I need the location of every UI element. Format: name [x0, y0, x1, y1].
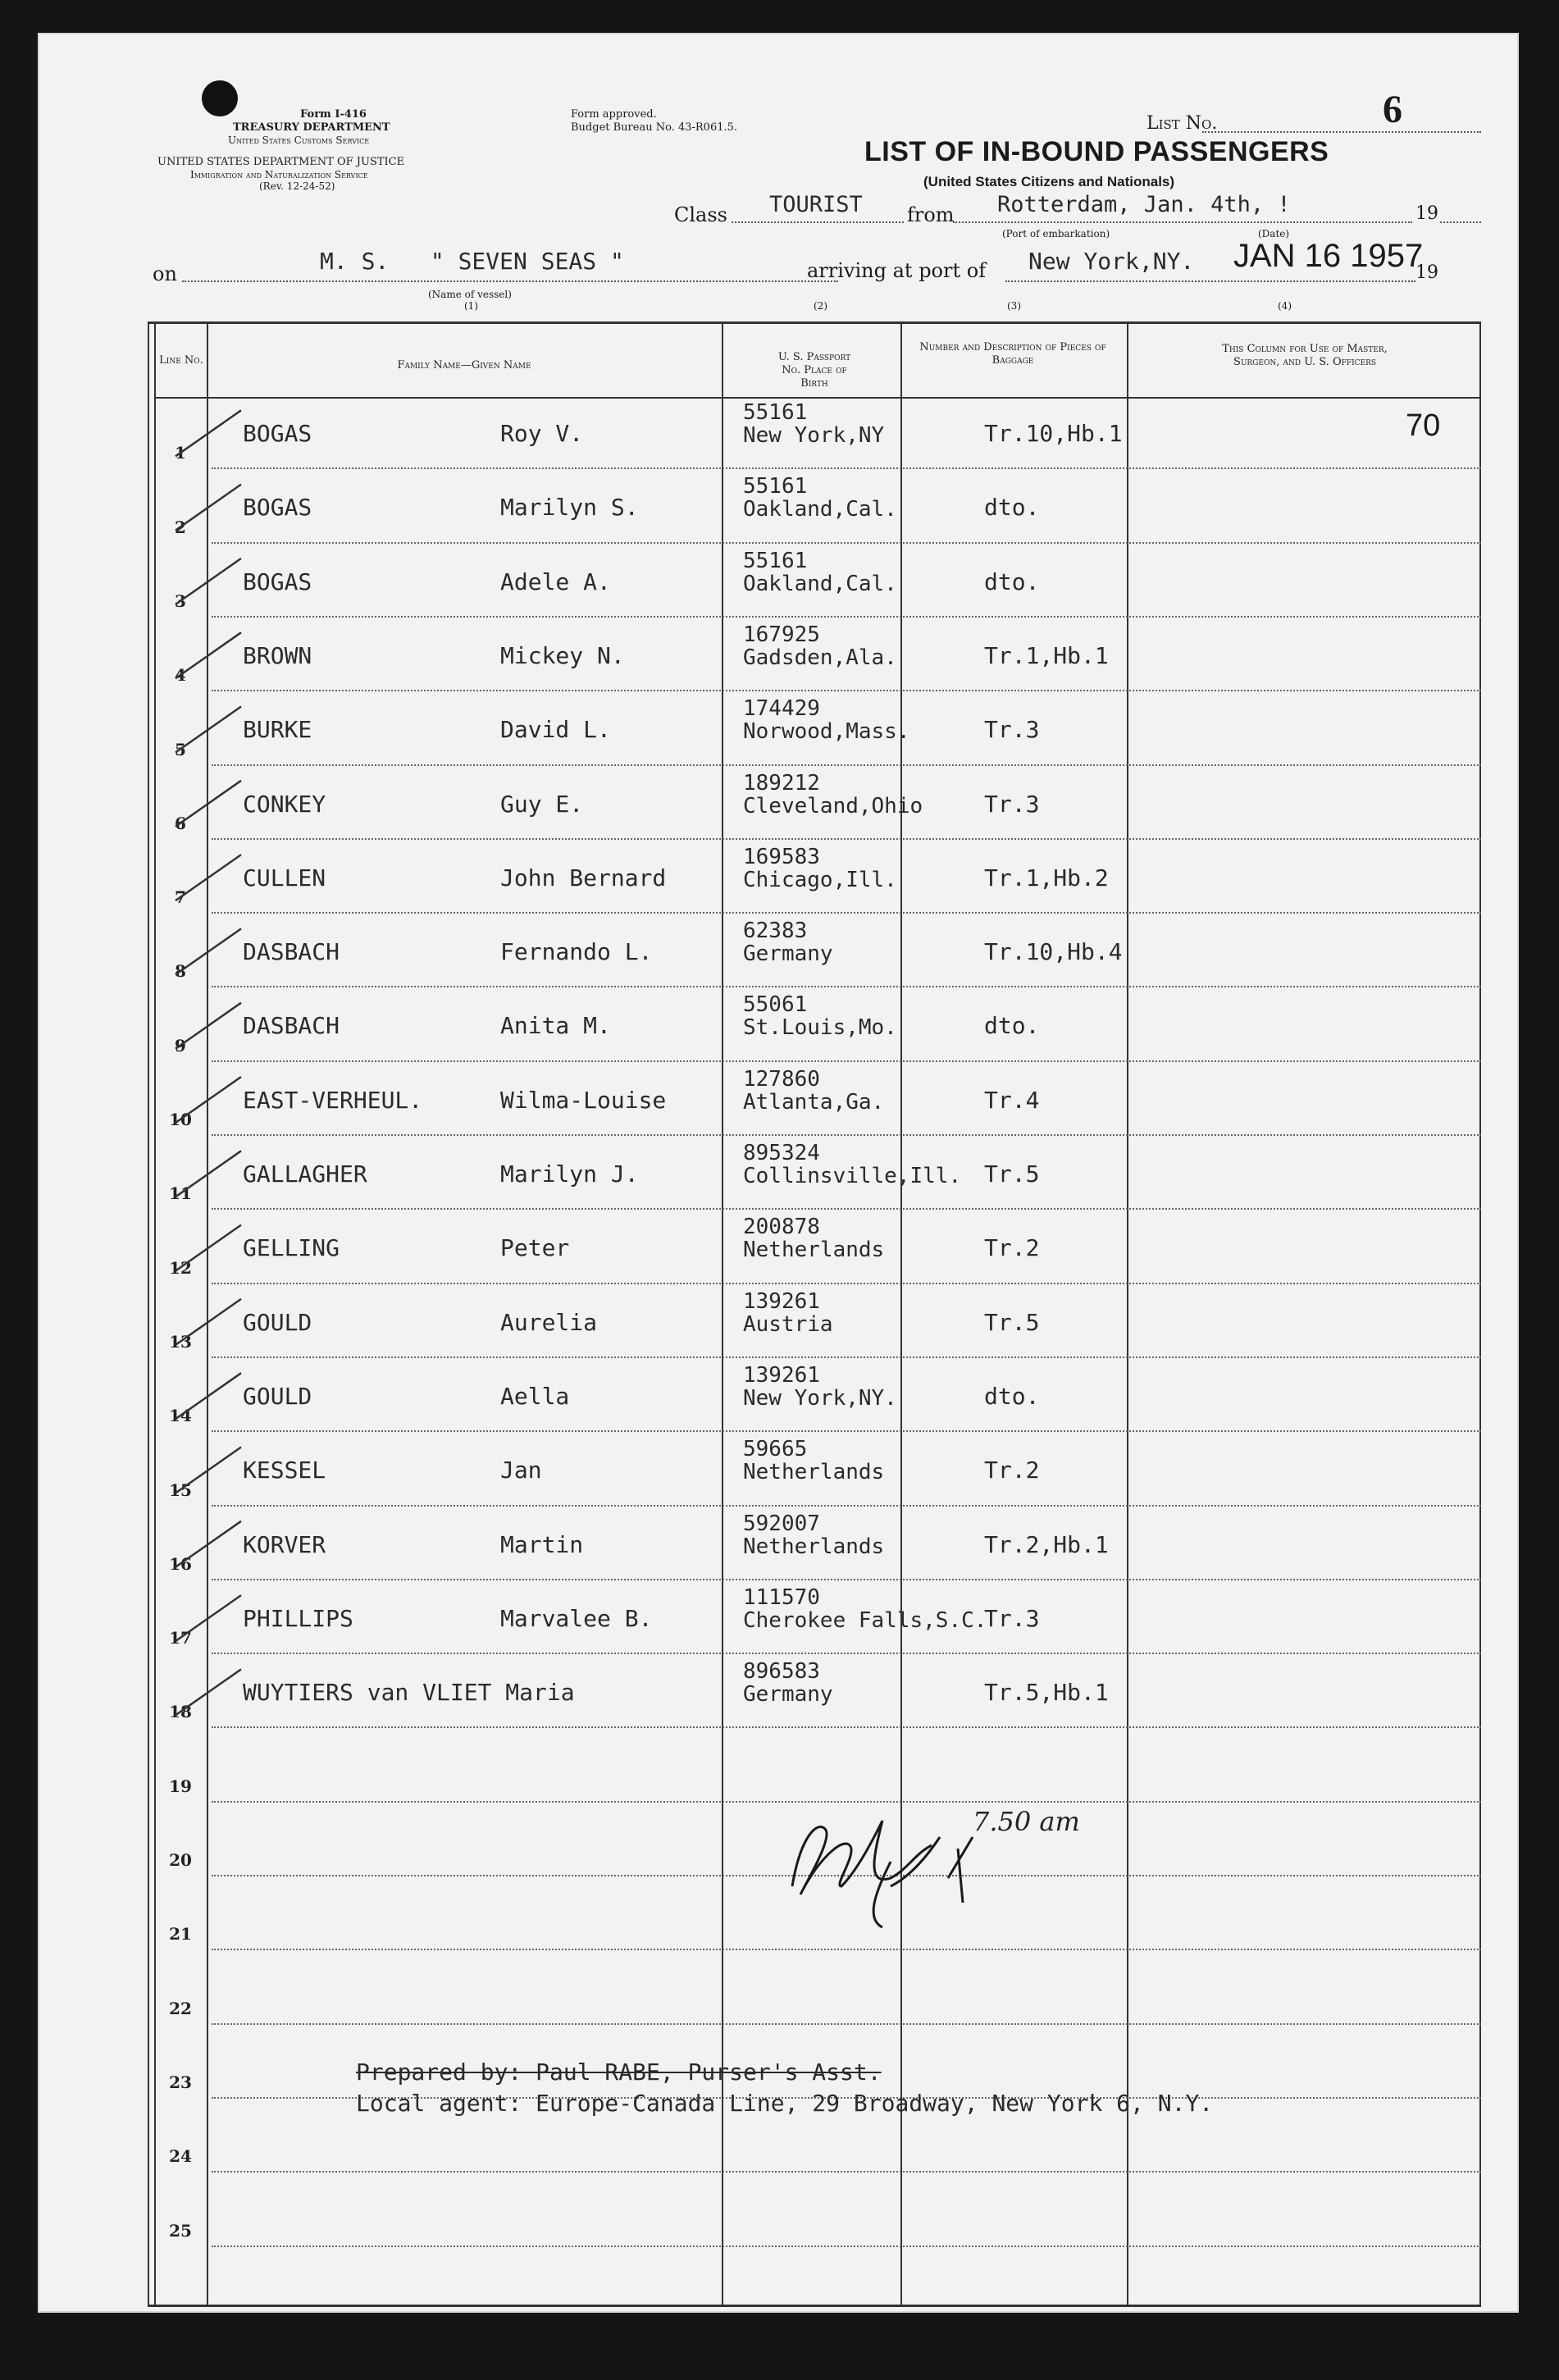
row-line-number: 21: [169, 1924, 192, 1945]
passport-number: 62383: [743, 919, 808, 944]
budget-label: Budget Bureau No. 43-R061.5.: [571, 121, 738, 134]
check-mark-icon: [176, 928, 241, 974]
place-of-birth: Germany: [743, 1682, 833, 1707]
passport-number: 55161: [743, 400, 808, 425]
baggage: Tr.10,Hb.1: [984, 420, 1123, 447]
family-name: PHILLIPS: [243, 1604, 353, 1632]
given-name: Anita M.: [500, 1012, 611, 1040]
passport-number: 896583: [743, 1659, 820, 1685]
family-name: GOULD: [243, 1308, 312, 1336]
check-mark-icon: [176, 1448, 241, 1493]
check-mark-icon: [176, 707, 241, 753]
justice-label: UNITED STATES DEPARTMENT OF JUSTICE: [157, 156, 405, 168]
row-line-number: 23: [169, 2072, 192, 2092]
vessel-caption-num: (1): [464, 300, 478, 312]
row-line-number: 20: [169, 1850, 192, 1870]
family-name: DASBACH: [243, 938, 340, 966]
form-number: Form I-416: [300, 108, 367, 121]
place-of-birth: Collinsville,Ill.: [743, 1164, 962, 1188]
arriving-label: arriving at port of: [807, 259, 987, 282]
place-of-birth: Oakland,Cal.: [743, 497, 897, 522]
place-of-birth: Norwood,Mass.: [743, 719, 910, 745]
place-of-birth: Atlanta,Ga.: [743, 1089, 885, 1115]
prepared-by: Prepared by: Paul RABE, Purser's Asst.: [356, 2059, 882, 2086]
approved-label: Form approved.: [571, 108, 657, 121]
check-mark-icon: [176, 485, 241, 531]
row-line-number: 24: [169, 2146, 192, 2167]
baggage: Tr.5,Hb.1: [984, 1679, 1109, 1707]
year-prefix-1: 19: [1415, 203, 1438, 224]
given-name: David L.: [500, 716, 611, 744]
check-mark-icon: [176, 559, 241, 604]
family-name: BOGAS: [243, 568, 312, 595]
row-line-number: 8: [175, 961, 186, 982]
arrival-date-stamp: JAN 16 1957: [1233, 238, 1424, 274]
row-line-number: 3: [175, 590, 186, 611]
given-name: Jan: [500, 1457, 542, 1484]
row-line-number: 22: [169, 1998, 192, 2018]
family-name: BURKE: [243, 716, 312, 744]
customs-label: United States Customs Service: [228, 135, 370, 146]
place-of-birth: Austria: [743, 1311, 833, 1337]
year-prefix-2: 19: [1415, 262, 1438, 283]
passport-number: 127860: [743, 1066, 820, 1092]
local-agent: Local agent: Europe-Canada Line, 29 Broadway, New York 6, N.Y.: [356, 2090, 1214, 2117]
passport-number: 55161: [743, 474, 808, 499]
passport-number: 55061: [743, 992, 808, 1018]
vessel-value: M. S. " SEVEN SEAS ": [320, 248, 624, 275]
vessel-caption: (Name of vessel): [428, 289, 512, 300]
given-name: Aurelia: [500, 1308, 598, 1336]
place-of-birth: St.Louis,Mo.: [743, 1015, 897, 1041]
passport-number: 174429: [743, 696, 820, 722]
baggage: Tr.5: [984, 1160, 1040, 1188]
passport-number: 592007: [743, 1511, 820, 1536]
place-of-birth: Chicago,Ill.: [743, 867, 897, 892]
row-line-number: 17: [169, 1628, 192, 1648]
place-of-birth: Netherlands: [743, 1460, 885, 1485]
row-line-number: 16: [169, 1553, 192, 1574]
row-line-number: 14: [169, 1406, 192, 1426]
check-mark-icon: [176, 632, 241, 678]
baggage: Tr.2: [984, 1457, 1040, 1484]
header-line-no: Line No.: [159, 354, 203, 367]
passport-number: 55161: [743, 548, 808, 573]
place-of-birth: Cleveland,Ohio: [743, 793, 923, 818]
place-of-birth: Oakland,Cal.: [743, 571, 897, 596]
check-mark-icon: [176, 1521, 241, 1567]
baggage: dto.: [984, 1012, 1040, 1040]
row-line-number: 11: [169, 1183, 192, 1204]
list-no-label: List No.: [1146, 113, 1218, 134]
family-name: EAST-VERHEUL.: [243, 1086, 423, 1114]
manifest-sheet: [38, 33, 1519, 2313]
check-marks: [38, 33, 1519, 2313]
baggage: Tr.2: [984, 1234, 1040, 1262]
family-name: GOULD: [243, 1382, 312, 1410]
passport-number: 59665: [743, 1437, 808, 1462]
baggage: dto.: [984, 568, 1040, 595]
row-line-number: 5: [175, 739, 186, 759]
family-name: DASBACH: [243, 1012, 340, 1040]
family-name: KORVER: [243, 1530, 326, 1558]
col-num-4: (4): [1278, 300, 1292, 312]
baggage: Tr.1,Hb.1: [984, 641, 1109, 669]
form-title: LIST OF IN-BOUND PASSENGERS: [864, 136, 1329, 167]
passport-number: 189212: [743, 770, 820, 796]
check-mark-icon: [176, 781, 241, 827]
treasury-label: TREASURY DEPARTMENT: [233, 121, 390, 134]
family-name: BOGAS: [243, 494, 312, 522]
family-name: BOGAS: [243, 420, 312, 447]
given-name: Peter: [500, 1234, 570, 1262]
header-name: Family Name—Given Name: [397, 359, 531, 372]
col-num-2: (2): [814, 300, 827, 312]
row-line-number: 1: [175, 443, 186, 463]
given-name: Marilyn S.: [500, 494, 639, 522]
passport-number: 167925: [743, 622, 820, 647]
family-name: CONKEY: [243, 790, 326, 818]
header-passport: U. S. Passport No. Place of Birth: [777, 351, 851, 390]
baggage: Tr.4: [984, 1086, 1040, 1114]
header-officers: This Column for Use of Master, Surgeon, and U. S. Officers: [1222, 343, 1388, 368]
handwritten-time: 7.50 am: [973, 1806, 1080, 1837]
given-name: Wilma-Louise: [500, 1086, 667, 1114]
passport-number: 169583: [743, 844, 820, 869]
passport-number: 139261: [743, 1288, 820, 1314]
check-mark-icon: [176, 1669, 241, 1715]
row-line-number: 19: [169, 1776, 192, 1796]
row-line-number: 25: [169, 2220, 192, 2241]
row-line-number: 9: [175, 1035, 186, 1055]
baggage: Tr.10,Hb.4: [984, 938, 1123, 966]
given-name: Martin: [500, 1530, 584, 1558]
baggage: Tr.3: [984, 716, 1040, 744]
baggage: Tr.5: [984, 1308, 1040, 1336]
given-name: Aella: [500, 1382, 570, 1410]
given-name: Marilyn J.: [500, 1160, 639, 1188]
place-of-birth: Netherlands: [743, 1534, 885, 1559]
place-of-birth: Gadsden,Ala.: [743, 645, 897, 670]
row-line-number: 2: [175, 517, 186, 537]
given-name: Mickey N.: [500, 641, 625, 669]
family-name: WUYTIERS van VLIET Maria: [243, 1679, 575, 1707]
check-mark-icon: [176, 1077, 241, 1123]
row-line-number: 4: [175, 665, 186, 686]
port-embark-caption: (Port of embarkation): [1002, 228, 1110, 239]
check-mark-icon: [176, 1595, 241, 1641]
row-line-number: 12: [169, 1257, 192, 1278]
given-name: Adele A.: [500, 568, 611, 595]
check-mark-icon: [176, 1299, 241, 1345]
check-mark-icon: [176, 855, 241, 900]
place-of-birth: Netherlands: [743, 1238, 885, 1263]
row-line-number: 13: [169, 1331, 192, 1352]
family-name: GALLAGHER: [243, 1160, 367, 1188]
check-mark-icon: [176, 1225, 241, 1271]
given-name: Roy V.: [500, 420, 584, 447]
list-no-value: 6: [1383, 88, 1402, 131]
row-line-number: 10: [169, 1110, 192, 1129]
passport-number: 895324: [743, 1141, 820, 1165]
place-of-birth: Germany: [743, 942, 833, 967]
header-baggage: Number and Description of Pieces of Baggage: [919, 341, 1106, 367]
from-value: Rotterdam, Jan. 4th, !: [997, 192, 1291, 217]
place-of-birth: Cherokee Falls,S.C.: [743, 1607, 987, 1633]
baggage: Tr.2,Hb.1: [984, 1530, 1109, 1558]
family-name: BROWN: [243, 641, 312, 669]
baggage: Tr.1,Hb.2: [984, 864, 1109, 891]
row-line-number: 7: [175, 887, 186, 908]
from-label: from: [907, 203, 955, 226]
rev-label: (Rev. 12-24-52): [259, 180, 335, 192]
check-mark-icon: [176, 1151, 241, 1197]
row-line-number: 6: [175, 813, 186, 833]
baggage: dto.: [984, 494, 1040, 522]
class-label: Class: [674, 203, 727, 226]
officer-note: 70: [1406, 408, 1441, 443]
place-of-birth: New York,NY: [743, 423, 885, 448]
date-caption: (Date): [1258, 228, 1290, 239]
baggage: dto.: [984, 1382, 1040, 1410]
family-name: GELLING: [243, 1234, 340, 1262]
form-subtitle: (United States Citizens and Nationals): [923, 174, 1175, 189]
place-of-birth: New York,NY.: [743, 1385, 897, 1411]
immigration-label: Immigration and Naturalization Service: [190, 169, 368, 180]
given-name: Marvalee B.: [500, 1604, 653, 1632]
check-mark-icon: [176, 1003, 241, 1049]
arrival-port-value: New York,NY.: [1028, 248, 1195, 275]
family-name: CULLEN: [243, 864, 326, 891]
class-value: TOURIST: [769, 192, 863, 217]
given-name: Fernando L.: [500, 938, 653, 966]
passport-number: 111570: [743, 1584, 820, 1610]
check-mark-icon: [176, 410, 241, 456]
passport-number: 200878: [743, 1215, 820, 1240]
passport-number: 139261: [743, 1362, 820, 1388]
family-name: KESSEL: [243, 1457, 326, 1484]
row-line-number: 15: [169, 1480, 192, 1500]
given-name: John Bernard: [500, 864, 667, 891]
col-num-3: (3): [1007, 300, 1021, 312]
baggage: Tr.3: [984, 1604, 1040, 1632]
check-mark-icon: [176, 1373, 241, 1419]
baggage: Tr.3: [984, 790, 1040, 818]
row-line-number: 18: [169, 1702, 192, 1722]
given-name: Guy E.: [500, 790, 584, 818]
on-label: on: [153, 262, 177, 285]
